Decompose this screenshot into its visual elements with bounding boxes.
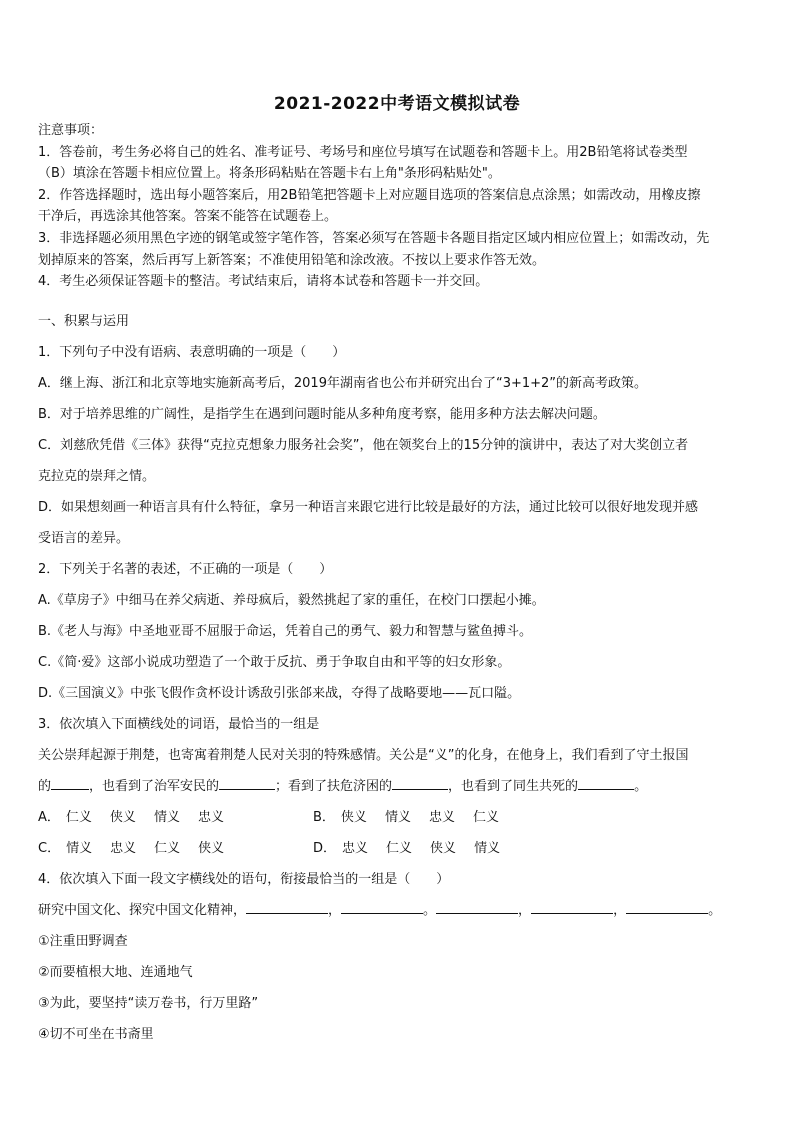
q3-passage: 关公崇拜起源于荆楚，也寄寓着荆楚人民对关羽的特殊感情。关公是“义”的化身，在他身上，我们看到了守土报国	[38, 748, 689, 763]
notice-line: 2．作答选择题时，选出每小题答案后，用2B铅笔把答题卡上对应题目选项的答案信息点涂黑；如需改动，用橡皮擦	[38, 187, 701, 203]
notice-line: 1．答卷前，考生务必将自己的姓名、准考证号、考场号和座位号填写在试题卷和答题卡上。用2B铅笔将试卷类型	[38, 144, 688, 160]
notice-line: 3．非选择题必须用黑色字迹的钢笔或签字笔作答，答案必须写在答题卡各题目指定区域内相应位置上；如需改动，先	[38, 230, 710, 246]
q3-passage-cont	[38, 771, 763, 802]
q1-option-c-cont: 克拉克的崇拜之情。	[38, 469, 156, 484]
q1-option-d-cont: 受语言的差异。	[38, 531, 130, 546]
q4-stem: 4．依次填入下面一段文字横线处的语句，衔接最恰当的一组是（ ）	[38, 872, 450, 887]
notice-line: 4．考生必须保证答题卡的整洁。考试结束后，请将本试卷和答题卡一并交回。	[38, 274, 489, 290]
q3-options-row	[38, 802, 763, 833]
option-word: 仁义	[472, 810, 499, 825]
q3-option-a	[38, 802, 313, 833]
answer-blank[interactable]	[219, 775, 275, 790]
answer-blank[interactable]	[246, 899, 328, 914]
option-word: 仁义	[65, 810, 92, 825]
q4-text: ，	[518, 903, 532, 918]
option-word: 侠义	[198, 841, 225, 856]
q3-option-d	[313, 833, 588, 864]
q4-item-4: ④切不可坐在书斋里	[38, 1027, 154, 1042]
notice-line: （B）填涂在答题卡相应位置上。将条形码粘贴在答题卡右上角"条形码粘贴处"。	[38, 166, 501, 182]
option-label: A．	[38, 810, 60, 825]
answer-blank[interactable]	[341, 899, 423, 914]
notice-block	[38, 120, 763, 293]
q3-text: ，也看到了同生共死的	[448, 779, 579, 794]
option-word: 仁义	[154, 841, 181, 856]
option-word: 情义	[153, 810, 180, 825]
answer-blank[interactable]	[626, 899, 708, 914]
option-word: 情义	[384, 810, 411, 825]
option-word: 仁义	[386, 841, 413, 856]
q1-option-a: A．继上海、浙江和北京等地实施新高考后，2019年湖南省也公布并研究出台了“3+1+2”的新高考政策。	[38, 376, 648, 391]
q2-stem: 2．下列关于名著的表述，不正确的一项是（ ）	[38, 562, 333, 577]
q1-stem: 1．下列句子中没有语病、表意明确的一项是（ ）	[38, 345, 346, 360]
option-label: D．	[313, 841, 337, 856]
q3-text: 的	[38, 779, 52, 794]
q4-item-1: ①注重田野调查	[38, 934, 128, 949]
q3-options-row	[38, 833, 763, 864]
q3-stem: 3．依次填入下面横线处的词语，最恰当的一组是	[38, 717, 320, 732]
q4-item-3: ③为此，要坚持“读万卷书，行万里路”	[38, 996, 259, 1011]
q2-option-c: C.《简·爱》这部小说成功塑造了一个敢于反抗、勇于争取自由和平等的妇女形象。	[38, 655, 511, 670]
q2-option-d: D.《三国演义》中张飞假作贪杯设计诱敌引张郃来战，夺得了战略要地——瓦口隘。	[38, 686, 521, 701]
q2-option-b: B.《老人与海》中圣地亚哥不屈服于命运，凭着自己的勇气、毅力和智慧与鲨鱼搏斗。	[38, 624, 533, 639]
option-word: 侠义	[109, 810, 136, 825]
option-label: C．	[38, 841, 61, 856]
option-word: 忠义	[342, 841, 369, 856]
q1-option-b: B．对于培养思维的广阔性，是指学生在遇到问题时能从多种角度考察，能用多种方法去解决问题。	[38, 407, 606, 422]
notice-line: 划掉原来的答案，然后再写上新答案；不准使用铅笔和涂改液。不按以上要求作答无效。	[38, 252, 546, 268]
option-word: 情义	[66, 841, 93, 856]
answer-blank[interactable]	[436, 899, 518, 914]
q4-text: ，	[328, 903, 342, 918]
q4-item-2: ②而要植根大地、连通地气	[38, 965, 193, 980]
answer-blank[interactable]	[51, 775, 89, 790]
option-word: 侠义	[340, 810, 367, 825]
section-heading: 一、积累与运用	[38, 314, 130, 329]
q3-text: ；看到了扶危济困的	[275, 779, 393, 794]
answer-blank[interactable]	[392, 775, 448, 790]
q4-text: 。	[708, 903, 722, 918]
option-word: 情义	[474, 841, 501, 856]
option-word: 侠义	[430, 841, 457, 856]
notice-line: 干净后，再选涂其他答案。答案不能答在试题卷上。	[38, 209, 338, 225]
option-word: 忠义	[197, 810, 224, 825]
option-label: B．	[313, 810, 335, 825]
q4-passage	[38, 895, 763, 926]
q3-text: ，也看到了治军安民的	[89, 779, 220, 794]
exam-body	[38, 306, 763, 1050]
q3-option-b	[313, 802, 588, 833]
q4-text: ，	[613, 903, 627, 918]
q2-option-a: A.《草房子》中细马在养父病逝、养母疯后，毅然挑起了家的重任，在校门口摆起小摊。	[38, 593, 545, 608]
q3-option-c	[38, 833, 313, 864]
q4-text: 。	[423, 903, 437, 918]
option-word: 忠义	[428, 810, 455, 825]
q1-option-c: C．刘慈欣凭借《三体》获得“克拉克想象力服务社会奖”，他在领奖台上的15分钟的演讲中，表达了对大奖创立者	[38, 438, 689, 453]
page-title: 2021-2022中考语文模拟试卷	[273, 94, 521, 114]
q1-option-d: D．如果想刻画一种语言具有什么特征，拿另一种语言来跟它进行比较是最好的方法，通过比较可以很好地发现并感	[38, 500, 699, 515]
q3-text: 。	[634, 779, 648, 794]
option-word: 忠义	[110, 841, 137, 856]
notice-heading: 注意事项：	[38, 123, 104, 138]
answer-blank[interactable]	[531, 899, 613, 914]
answer-blank[interactable]	[578, 775, 634, 790]
q4-text: 研究中国文化、探究中国文化精神，	[38, 903, 247, 918]
